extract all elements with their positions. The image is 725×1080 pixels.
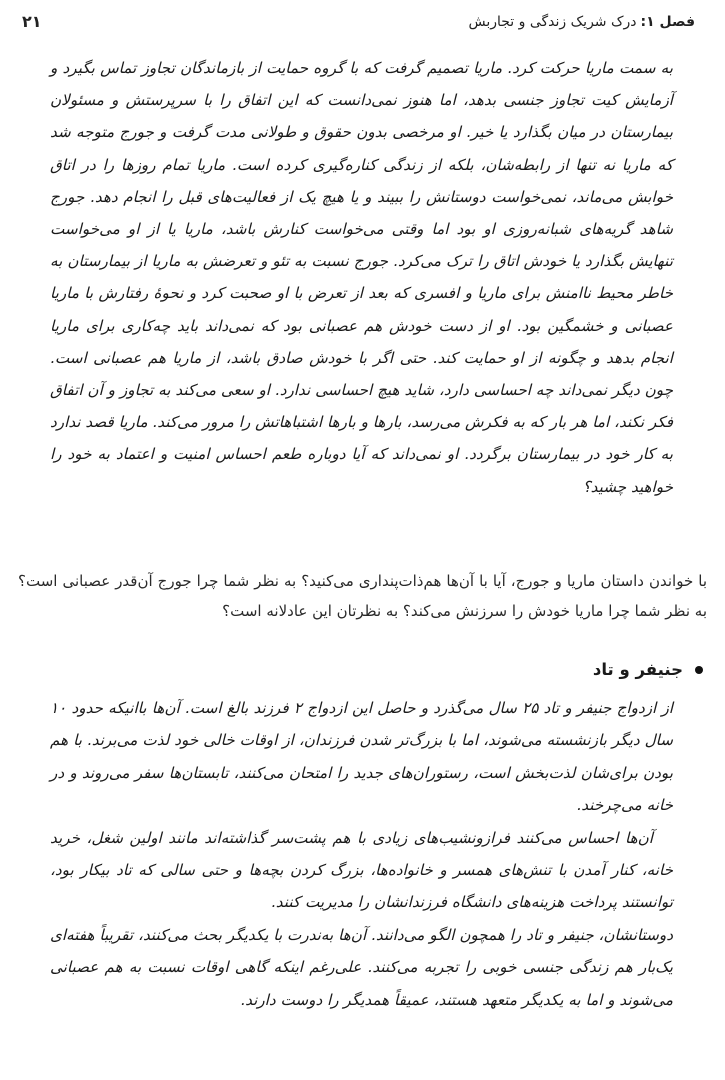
chapter-subtitle: درک شریک زندگی و تجاربش — [468, 14, 637, 30]
question-text: با خواندن داستان ماریا و جورج، آیا با آن‌ها هم‌ذات‌پنداری می‌کنید؟ به نظر شما چرا جورج آن‌قدر عصبانی است؟ به نظر شما چرا ماریا خودش را سرزنش می‌کند؟ به نظرتان این عادلانه است؟ — [18, 572, 707, 620]
bullet-title: جنیفر و تاد — [592, 660, 683, 679]
bullet-dot-icon — [695, 666, 703, 674]
case-story-jennifer — [50, 692, 673, 1016]
story-paragraph: به سمت ماریا حرکت کرد. ماریا تصمیم گرفت که با گروه حمایت از بازماندگان تجاوز تماس بگیرد و آزمایش کیت تجاوز جنسی بدهد، اما هنوز نمی‌دانست که این اتفاق را با سرپرستش و مسئولان بیمارستان در میان بگذارد یا خیر. او مرخصی بدون حقوق و طولانی مدت گرفت و جورج متوجه شد که ماریا نه تنها از رابطه‌شان، بلکه از زندگی کناره‌گیری کرده است. ماریا تمام روزها را در اتاق خوابش می‌ماند، نمی‌خواست دوستانش را ببیند و یا هیچ یک از فعالیت‌های قبل را انجام دهد. جورج شاهد گریه‌های شبانه‌روزی او بود اما وقتی می‌خواست کنارش باشد، ماریا یا از او می‌خواست تنهایش بگذارد یا خودش اتاق را ترک می‌کرد. جورج نسبت به تئو و تعرضش به ماریا از بیمارستان به خاطر محیط ناامنش برای ماریا و افسری که بعد از تعرض با او صحبت کرد و نحوهٔ رفتارش با ماریا عصبانی و خشمگین بود. او از دست خودش هم عصبانی بود که نمی‌داند باید چه‌کاری برای ماریا انجام بدهد و چگونه از او حمایت کند. حتی اگر با خودش صادق باشد، از ماریا هم عصبانی است. چون دیگر نمی‌داند چه احساسی دارد، شاید هیچ احساسی ندارد. او سعی می‌کند به تجاوز و آن اتفاق فکر نکند، اما هر بار که به فکرش می‌رسد، بارها و بارها اشتباهاتش را مرور می‌کند. ماریا قصد ندارد به کار خود در بیمارستان برگردد. او نمی‌داند که آیا دوباره طعم احساس امنیت و اعتماد به خود را خواهید چشید؟ — [50, 59, 673, 496]
section-bullet — [593, 660, 703, 679]
page-number: ۲۱ — [22, 12, 42, 31]
chapter-label: فصل ۱: — [640, 14, 695, 30]
story-paragraph: آن‌ها احساس می‌کنند فرازونشیب‌های زیادی با هم پشت‌سر گذاشته‌اند مانند اولین شغل، خرید خانه، کنار آمدن با تنش‌های همسر و خانواده‌ها، بزرگ کردن بچه‌ها و حتی سالی که تاد بیکار بود، توانستند پرداخت هزینه‌های دانشگاه فرزندانشان را مدیریت کنند. — [50, 828, 673, 912]
case-story-maria — [50, 52, 673, 503]
story-paragraph: دوستانشان، جنیفر و تاد را همچون الگو می‌دانند. آن‌ها به‌ندرت با یکدیگر بحث می‌کنند، تقریباً هفته‌ای یک‌بار هم زندگی جنسی خوبی را تجربه می‌کنند. علی‌رغم اینکه گاهی اوقات نسبت به هم عصبانی می‌شوند و اما به یکدیگر متعهد هستند، عمیقاً همدیگر را دوست دارند. — [50, 925, 673, 1009]
running-header — [20, 8, 695, 36]
story-paragraph: از ازدواج جنیفر و تاد ۲۵ سال می‌گذرد و حاصل این ازدواج ۲ فرزند بالغ است. آن‌ها باانیکه حدود ۱۰ سال دیگر بازنشسته می‌شوند، اما با بزرگ‌تر شدن فرزندان، از اوقات خالی خود لذت می‌برند. با هم بودن برای‌شان لذت‌بخش است، رستوران‌های جدید را امتحان می‌کنند، تابستان‌ها سفر می‌روند و در خانه می‌چرخند. — [50, 699, 673, 815]
reflection-question — [18, 566, 707, 626]
